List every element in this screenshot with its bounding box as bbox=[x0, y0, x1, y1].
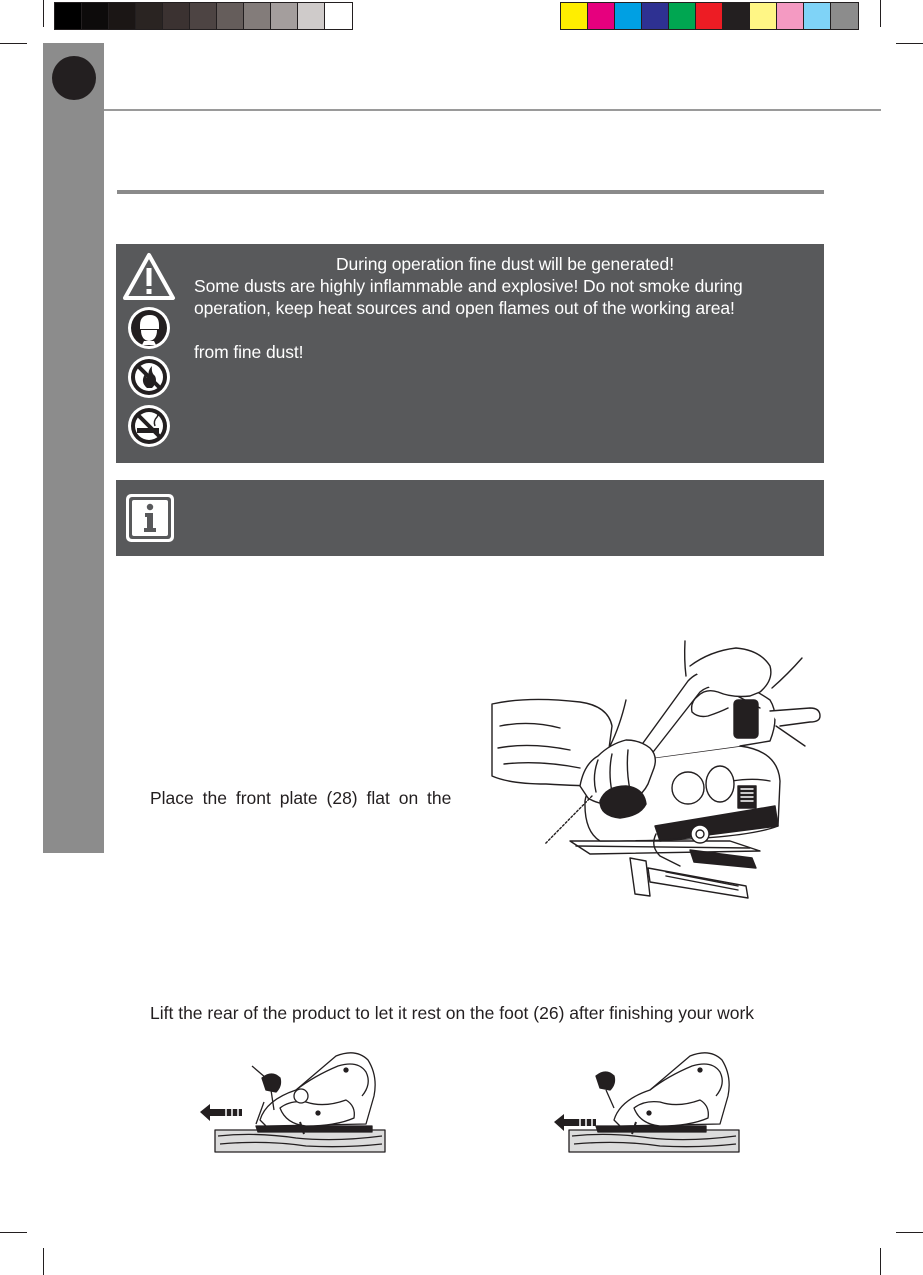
color-swatch bbox=[804, 3, 831, 29]
place-front-plate-text: Place the front plate (28) flat on the bbox=[150, 788, 452, 808]
gray-swatch bbox=[244, 3, 271, 29]
warning-triangle-icon bbox=[122, 252, 176, 302]
crop-mark bbox=[0, 43, 27, 44]
gray-swatch bbox=[298, 3, 325, 29]
color-swatch bbox=[642, 3, 669, 29]
no-open-flame-icon bbox=[126, 354, 172, 400]
crop-mark bbox=[43, 1248, 44, 1275]
planer-in-use-illustration bbox=[480, 636, 825, 901]
header-rule bbox=[104, 109, 881, 111]
color-swatch bbox=[588, 3, 615, 29]
color-swatch bbox=[750, 3, 777, 29]
color-swatch bbox=[831, 3, 858, 29]
side-tab-band bbox=[43, 43, 104, 853]
color-swatch bbox=[723, 3, 750, 29]
gray-swatch bbox=[136, 3, 163, 29]
dust-warning-box bbox=[116, 244, 824, 463]
crop-mark bbox=[896, 43, 923, 44]
color-swatch bbox=[561, 3, 588, 29]
color-swatch bbox=[615, 3, 642, 29]
color-swatch bbox=[669, 3, 696, 29]
warning-line: Some dusts are highly inflammable and explosive! Do not smoke during bbox=[194, 276, 743, 296]
dust-mask-icon bbox=[126, 305, 172, 351]
gray-swatch bbox=[271, 3, 298, 29]
section-rule bbox=[117, 190, 824, 194]
warning-line: operation, keep heat sources and open flames out of the working area! bbox=[194, 298, 735, 318]
gray-calibration-bar bbox=[54, 2, 353, 30]
crop-mark bbox=[43, 0, 44, 27]
gray-swatch bbox=[82, 3, 109, 29]
crop-mark bbox=[880, 1248, 881, 1275]
lift-rear-text: Lift the rear of the product to let it rest on the foot (26) after finishing your work bbox=[150, 1003, 755, 1023]
color-swatch bbox=[777, 3, 804, 29]
gray-swatch bbox=[190, 3, 217, 29]
planer-feed-illustration-left bbox=[196, 1050, 388, 1154]
gray-swatch bbox=[55, 3, 82, 29]
crop-mark bbox=[0, 1232, 27, 1233]
info-icon bbox=[124, 492, 176, 544]
language-badge-circle bbox=[52, 56, 96, 100]
planer-feed-illustration-right bbox=[550, 1050, 742, 1154]
warning-headline: During operation fine dust will be generated! bbox=[336, 254, 674, 274]
gray-swatch bbox=[109, 3, 136, 29]
no-smoking-icon bbox=[126, 403, 172, 449]
crop-mark bbox=[880, 0, 881, 27]
color-calibration-bar bbox=[560, 2, 859, 30]
crop-mark bbox=[896, 1232, 923, 1233]
warning-line: from fine dust! bbox=[194, 342, 304, 362]
gray-swatch bbox=[325, 3, 352, 29]
info-note-box bbox=[116, 480, 824, 556]
gray-swatch bbox=[217, 3, 244, 29]
dust-warning-text bbox=[194, 253, 816, 363]
gray-swatch bbox=[163, 3, 190, 29]
color-swatch bbox=[696, 3, 723, 29]
